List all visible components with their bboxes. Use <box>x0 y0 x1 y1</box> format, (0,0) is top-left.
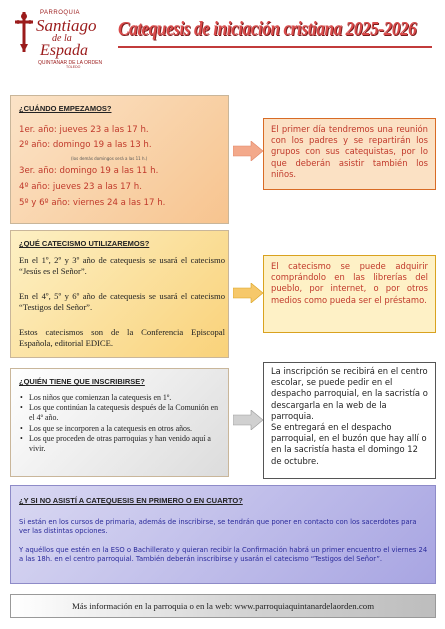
enrol-list <box>19 393 225 454</box>
when-heading: ¿CUÁNDO EMPEZAMOS? <box>19 104 112 113</box>
page-title: Catequesis de iniciación cristiana 2025-2026 <box>118 18 417 40</box>
title-underline <box>118 46 432 48</box>
logo-line-3: Espada <box>40 42 88 59</box>
logo-line-1: Santiago <box>36 16 97 35</box>
missed-box <box>10 485 436 584</box>
footer-bar <box>10 594 436 618</box>
when-box <box>10 95 229 224</box>
arrow-right-icon <box>233 283 263 303</box>
logo-town: QUINTANAR DE LA ORDEN <box>38 60 103 66</box>
catechism-heading: ¿QUÉ CATECISMO UTILIZAREMOS? <box>19 239 150 248</box>
catechism-info-box: El catecismo se puede adquirir comprándolo en las librerías del pueblo, por internet, o por otros medios como pueda ser el préstamo. <box>263 255 436 333</box>
cross-icon <box>12 10 36 54</box>
catechism-paragraph: En el 4º, 5º y 6º año de catequesis se usará el catecismo “Testigos del Señor”. <box>19 291 225 313</box>
schedule-item: 3er. año: domingo 19 a las 11 h. <box>19 166 159 176</box>
logo-parroquia: PARROQUIA <box>40 10 81 16</box>
catechism-paragraph: Estos catecismos son de la Conferencia Episcopal Española, editorial EDICE. <box>19 327 225 349</box>
list-item: • Los que continúan la catequesis después de la Comunión en el 4º año. <box>19 403 225 423</box>
arrow-right-icon <box>233 141 263 161</box>
when-info-box: El primer día tendremos una reunión con los padres y se repartirán los grupos con sus catequistas, por lo que deberán asistir también los niños. <box>263 118 436 190</box>
list-item: • Los niños que comienzan la catequesis en 1º. <box>19 393 225 403</box>
enrol-box <box>10 368 229 477</box>
missed-heading: ¿Y SI NO ASISTÍ A CATEQUESIS EN PRIMERO O EN CUARTO? <box>19 496 243 505</box>
enrol-info-box <box>263 362 436 479</box>
enrol-info-paragraph: La inscripción se recibirá en el centro escolar, se puede pedir en el despacho parroquial, en la sacristía o descargarla en la web de la parroquia. <box>271 366 428 421</box>
missed-paragraph: Y aquéllos que estén en la ESO o Bachillerato y quieran recibir la Confirmación habrá un primer encuentro el viernes 24 a las 18h. en el centro parroquial. También deberán inscribirse y usarán el catecismo “Testigos del Señor”. <box>19 546 428 564</box>
list-item: • Los que se incorporen a la catequesis en otros años. <box>19 424 225 434</box>
parish-logo <box>10 6 106 68</box>
schedule-note: (los demás domingos será a las 11 h.) <box>71 156 148 161</box>
enrol-info-paragraph: Se entregará en el despacho parroquial, en el buzón que hay allí o en la sacristía hasta el domingo 12 de octubre. <box>271 422 427 466</box>
logo-province: TOLEDO <box>66 65 81 69</box>
schedule-item: 4º año: jueves 23 a las 17 h. <box>19 182 142 192</box>
arrow-right-icon <box>233 410 263 430</box>
schedule-item: 5º y 6º año: viernes 24 a las 17 h. <box>19 198 166 208</box>
catechism-box <box>10 230 229 358</box>
footer-text: Más información en la parroquia o en la web: www.parroquiaquintanardelaorden.com <box>71 601 375 611</box>
missed-paragraph: Si están en los cursos de primaria, además de inscribirse, se tendrán que poner en contacto con los sacerdotes para ver las distintas opciones. <box>19 518 417 536</box>
list-item: • Los que proceden de otras parroquias y han venido aquí a vivir. <box>19 434 225 454</box>
logo-line-2: de la <box>52 33 72 44</box>
schedule-item: 2º año: domingo 19 a las 13 h. <box>19 140 152 150</box>
catechism-paragraph: En el 1º, 2º y 3º año de catequesis se usará el catecismo “Jesús es el Señor”. <box>19 255 225 277</box>
enrol-heading: ¿QUIÉN TIENE QUE INSCRIBIRSE? <box>19 377 145 386</box>
schedule-item: 1er. año: jueves 23 a las 17 h. <box>19 125 149 135</box>
